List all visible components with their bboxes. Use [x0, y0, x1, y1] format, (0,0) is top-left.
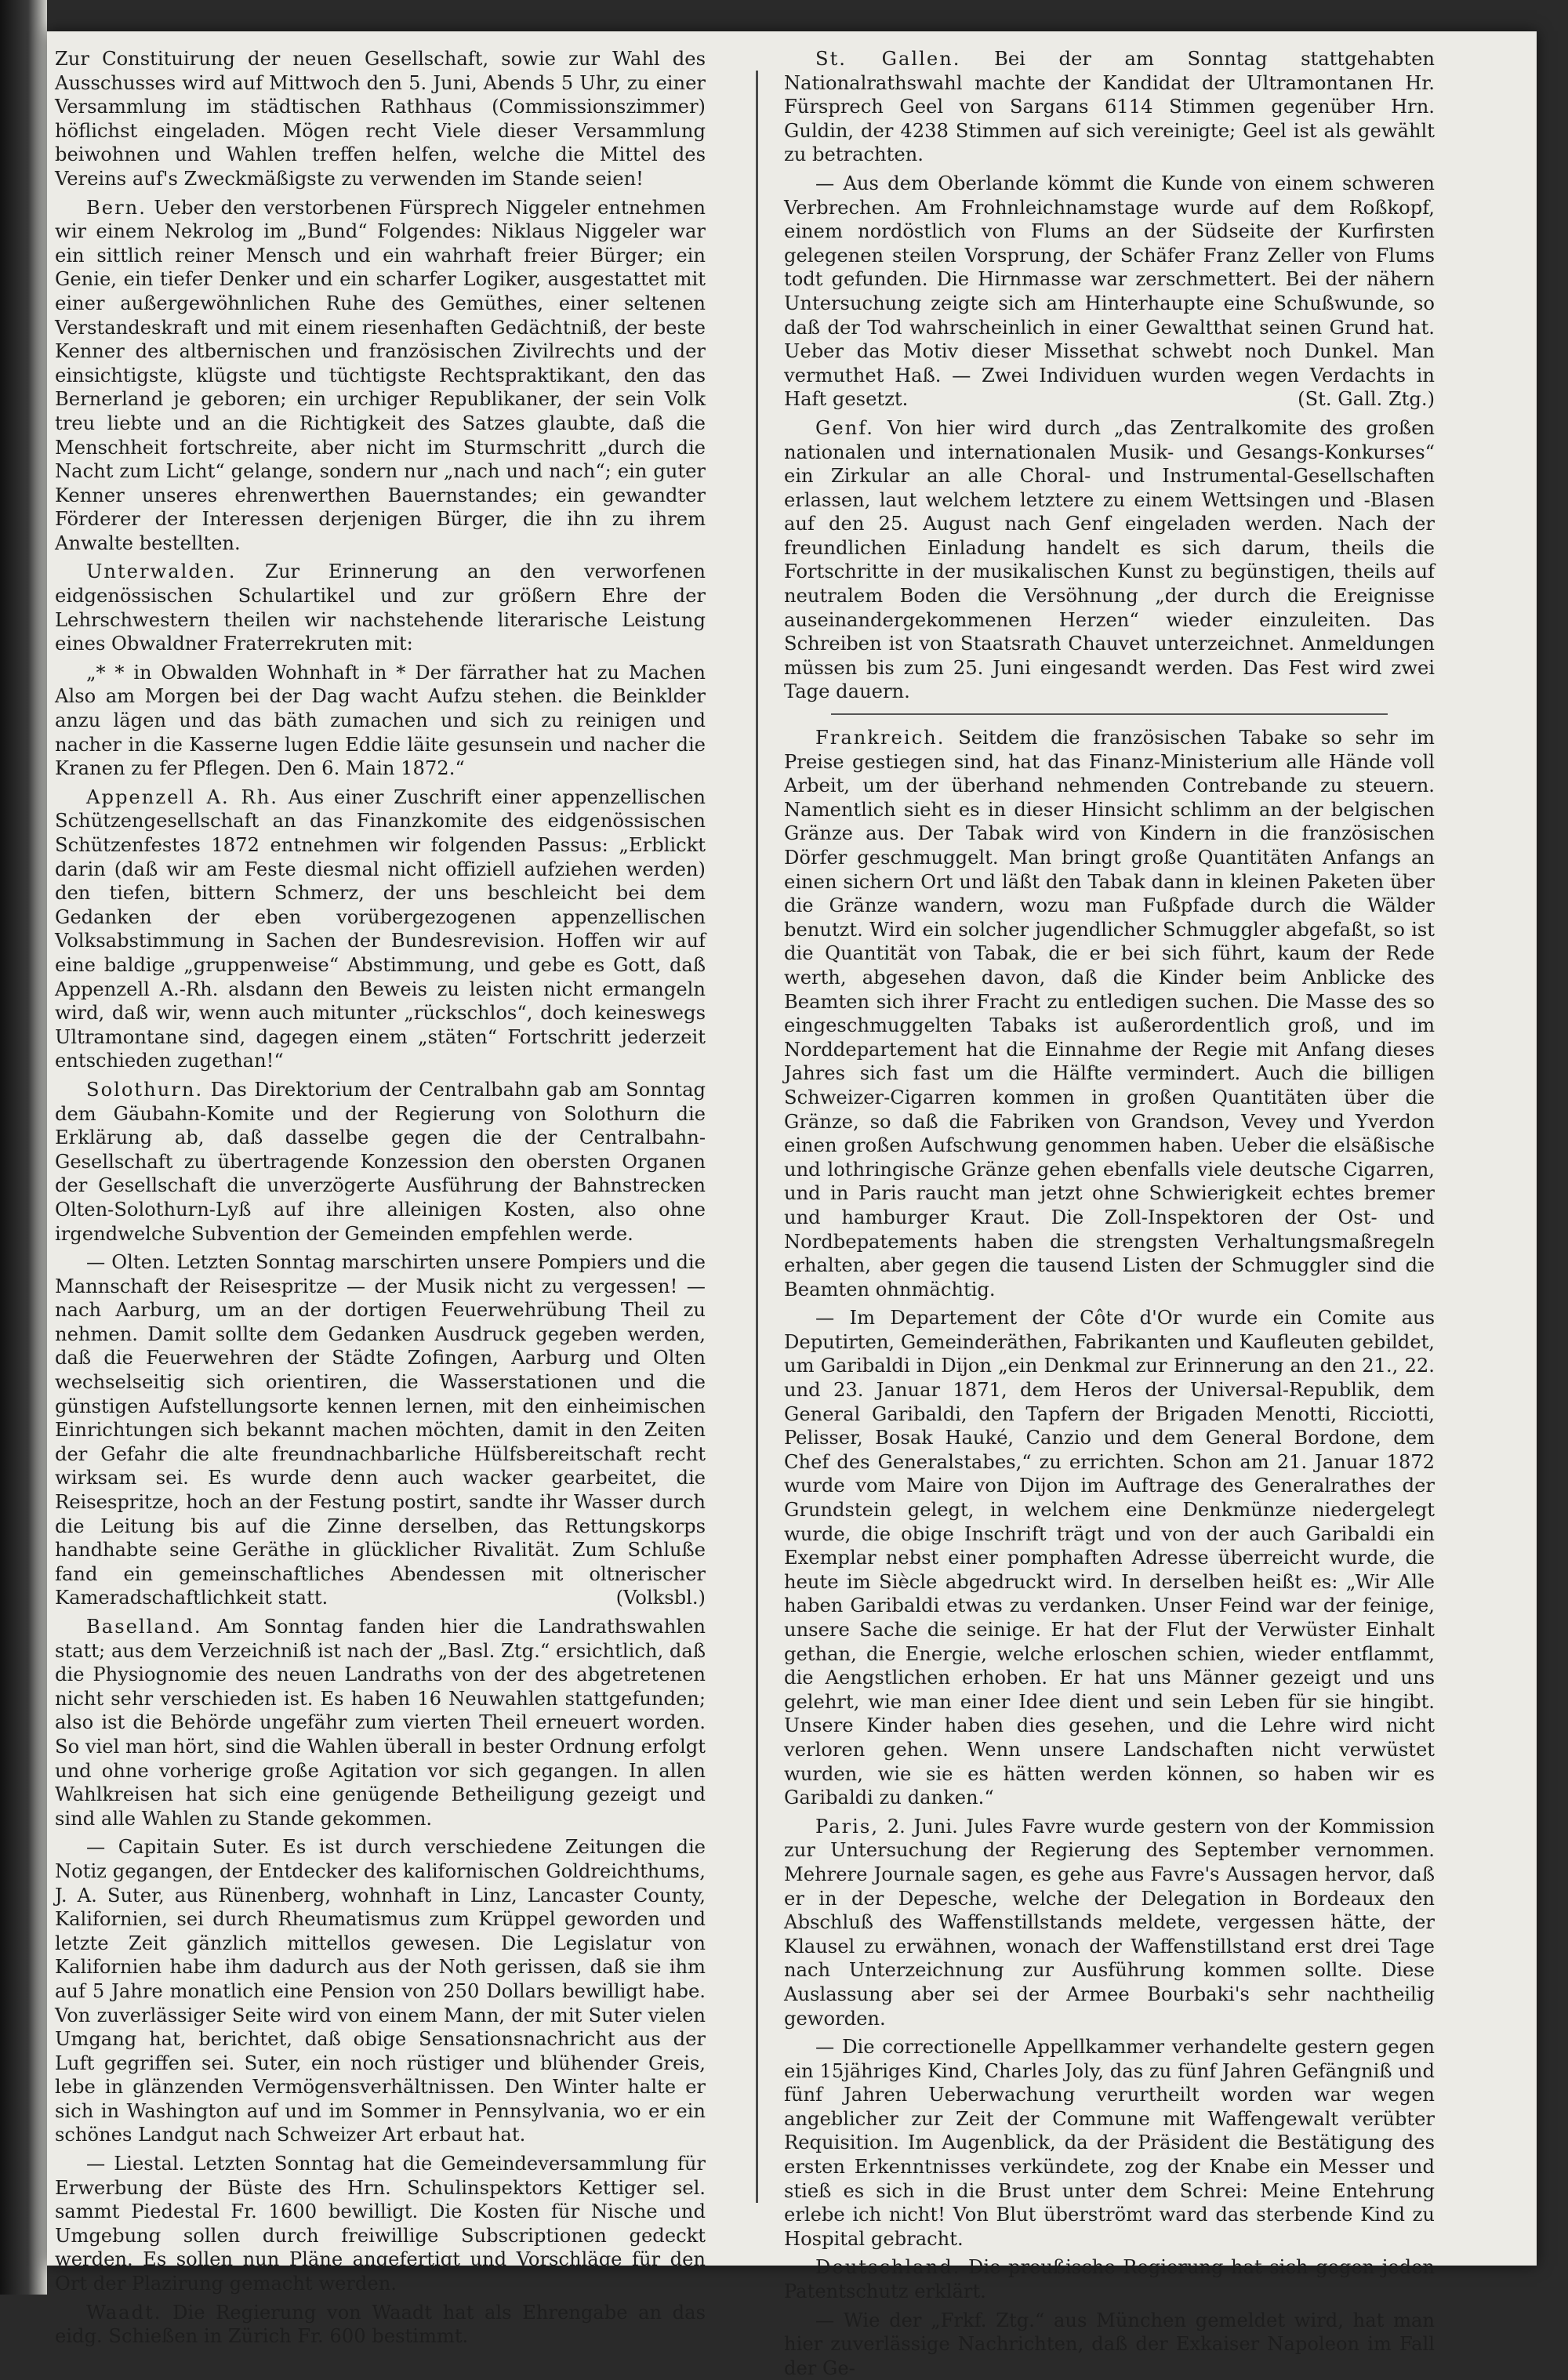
article-paragraph	[55, 1835, 706, 2147]
article-paragraph	[784, 2309, 1435, 2380]
paragraph-text: Die Regierung von Waadt hat als Ehrengabe an das eidg. Schießen in Zürich Fr. 600 bestimmt.	[55, 2301, 706, 2348]
article-paragraph	[55, 560, 706, 655]
place-heading: Frankreich.	[815, 727, 946, 749]
paragraph-text: Bei der am Sonntag stattgehabten Nationalrathswahl machte der Kandidat der Ultramontanen Hr. Fürsprech Geel von Sargans 6114 Stimmen gegenüber Hrn. Guldin, der 4238 Stimmen auf sich vereinigte; Geel ist als gewählt zu betrachten.	[784, 48, 1435, 166]
article-paragraph	[55, 196, 706, 556]
paragraph-text: — Capitain Suter. Es ist durch verschiedene Zeitungen die Notiz gegangen, der Entdecker des kalifornischen Goldreichthums, J. A. Suter, aus Rünenberg, wohnhaft in Linz, Lancaster County, Kalifornien, sei durch Rheumatismus zum Krüppel geworden und letzte Zeit gänzlich mittellos gewesen. Die Legislatur von Kalifornien habe ihm dadurch aus der Noth gerissen, daß sie ihm auf 5 Jahre monatlich eine Pension von 250 Dollars bewilligt habe. Von zuverlässiger Seite wird von einem Mann, der mit Suter vielen Umgang hat, berichtet, daß obige Sensationsnachricht aus der Luft gegriffen sei. Suter, ein noch rüstiger und blühender Greis, lebe in glänzenden Vermögensverhältnissen. Den Winter halte er sich in Washington auf und im Sommer in Pennsylvania, wo er ein schönes Landgut nach Schweizer Art erbaut hat.	[55, 1836, 706, 2146]
source-credit: (St. Gall. Ztg.)	[1298, 388, 1435, 411]
paragraph-text: — Aus dem Oberlande kömmt die Kunde von einem schweren Verbrechen. Am Frohnleichnamstage wurde auf dem Roßkopf, einem nordöstlich von Flums an der Südseite der Kurfirsten gelegenen steilen Vorsprung, der Schäfer Franz Zeller von Flums todt gefunden. Die Hirnmasse war zerschmettert. Bei der nähern Untersuchung zeigte sich am Hinterhaupte eine Schußwunde, so daß der Tod wahrscheinlich in einer Gewaltthat seinen Grund hat. Ueber das Motiv dieser Missethat schwebt noch Dunkel. Man vermuthet Haß. — Zwei Individuen wurden wegen Verdachts in Haft gesetzt.	[784, 172, 1435, 411]
paragraph-text: — Olten. Letzten Sonntag marschirten unsere Pompiers und die Mannschaft der Reisespritze — der Musik nicht zu vergessen! — nach Aarburg, um an der dortigen Feuerwehrübung Theil zu nehmen. Damit sollte dem Gedanken Ausdruck gegeben werden, daß die Feuerwehren der Städte Zofingen, Aarburg und Olten wechselseitig sich orientiren, die Wasserstationen und die günstigen Aufstellungsorte kennen lernen, mit den einheimischen Einrichtungen sich bekannt machen möchten, damit in den Zeiten der Gefahr die alte freundnachbarliche Hülfsbereitschaft recht wirksam sei. Es wurde denn auch wacker gearbeitet, die Reisespritze, hoch an der Festung postirt, sandte ihr Wasser durch die Leitung bis auf die Zinne derselben, das Rettungskorps handhabte seine Geräthe in glücklicher Rivalität. Zum Schluße fand ein gemeinschaftliches Abendessen mit oltnerischer Kameradschaftlichkeit statt.	[55, 1251, 706, 1609]
paragraph-text: Am Sonntag fanden hier die Landrathswahlen statt; aus dem Verzeichniß ist nach der „Basl. Ztg.“ ersichtlich, daß die Physiognomie des neuen Landraths von der des abgetretenen nicht sehr verschieden ist. Es haben 16 Neuwahlen stattgefunden; also ist die Behörde ungefähr zum vierten Theil erneuert worden. So viel man hört, sind die Wahlen überall in bester Ordnung erfolgt und ohne vorherige große Agitation vor sich gegangen. In allen Wahlkreisen hat sich eine genügende Betheiligung gezeigt und sind alle Wahlen zu Stande gekommen.	[55, 1616, 706, 1830]
paragraph-text: Ueber den verstorbenen Fürsprech Niggeler entnehmen wir einem Nekrolog im „Bund“ Folgendes: Niklaus Niggeler war ein sittlich reiner Mensch und ein wahrhaft freier Bürger; ein Genie, ein tiefer Denker und ein scharfer Logiker, ausgestattet mit einer außergewöhnlichen Ruhe des Gemüthes, einer seltenen Verstandeskraft und mit einem riesenhaften Gedächtniß, der beste Kenner des altbernischen und französischen Zivilrechts und der einsichtigste, klügste und tüchtigste Rechtspraktikant, den das Bernerland je geboren; ein urchiger Republikaner, der sein Volk treu liebte und an die Richtigkeit des Satzes glaubte, daß die Menschheit fortschreite, aber nicht im Sturmschritt „durch die Nacht zum Licht“ gelange, sondern nur „nach und nach“; ein guter Kenner unseres ehrenwerthen Bauernstandes; ein gewandter Förderer der Interessen derjenigen Bürger, die ihn zu ihrem Anwalte bestellten.	[55, 196, 706, 554]
paragraph-text: Von hier wird durch „das Zentralkomite des großen nationalen und internationalen Musik- und Gesangs-Konkurses“ ein Zirkular an alle Choral- und Instrumental-Gesellschaften erlassen, laut welchem letztere zu einem Wettsingen und -Blasen auf den 25. August nach Genf eingeladen werden. Nach der freundlichen Einladung handelt es sich darum, theils die Fortschritte in der musikalischen Kunst zu begünstigen, theils auf neutralem Boden die Versöhnung „der durch die Ereignisse auseinandergekommenen Herzen“ wieder einzuleiten. Das Schreiben ist von Staatsrath Chauvet unterzeichnet. Anmeldungen müssen bis zum 25. Juni eingesandt werden. Das Fest wird zwei Tage dauern.	[784, 416, 1435, 703]
article-paragraph	[784, 172, 1435, 412]
paragraph-text: — Wie der „Frkf. Ztg.“ aus München gemeldet wird, hat man hier zuverlässige Nachrichten, daß der Exkaiser Napoleon im Fall der Ge-	[784, 2309, 1435, 2379]
paragraph-text: Das Direktorium der Centralbahn gab am Sonntag dem Gäubahn-Komite und der Regierung von Solothurn die Erklärung ab, daß dasselbe gegen die der Centralbahn-Gesellschaft zu übertragende Konzession den obersten Organen der Gesellschaft die unverzögerte Ausführung der Bahnstrecken Olten-Solothurn-Lyß auf ihre alleinigen Kosten, also ohne irgendwelche Subvention der Gemeinden empfehlen werde.	[55, 1078, 706, 1245]
section-rule	[831, 713, 1388, 715]
place-heading: Unterwalden.	[86, 561, 237, 583]
place-heading: Solothurn.	[86, 1078, 204, 1101]
paragraph-text: Zur Constituirung der neuen Gesellschaft, sowie zur Wahl des Ausschusses wird auf Mittwoch den 5. Juni, Abends 5 Uhr, zu einer Versammlung im städtischen Rathhaus (Commissionszimmer) höflichst eingeladen. Mögen recht Viele dieser Versammlung beiwohnen und Wahlen treffen helfen, welche die Mittel des Vereins auf's Zweckmäßigste zu verwenden im Stande seien!	[55, 48, 706, 190]
right-column	[784, 47, 1435, 2379]
article-paragraph	[55, 2152, 706, 2296]
left-column	[55, 47, 706, 2348]
place-heading: Bern.	[86, 196, 147, 219]
article-paragraph	[55, 1078, 706, 1246]
source-credit: (Volksbl.)	[615, 1587, 706, 1609]
article-paragraph	[784, 1306, 1435, 1809]
paragraph-text: — Die correctionelle Appellkammer verhandelte gestern gegen ein 15jähriges Kind, Charles Joly, das zu fünf Jahren Gefängniß und fünf Jahren Ueberwachung verurtheilt worden war wegen angeblicher zur Zeit der Commune mit Waffengewalt verübter Requisition. Im Augenblick, da der Präsident die Bestätigung des ersten Erkenntnisses verkündete, zog der Knabe ein Messer und stieß es sich in die Brust unter dem Schrei: Meine Entehrung erlebe ich nicht! Von Blut überströmt ward das sterbende Kind zu Hospital gebracht.	[784, 2036, 1435, 2250]
article-paragraph	[784, 416, 1435, 704]
paragraph-text: — Im Departement der Côte d'Or wurde ein Comite aus Deputirten, Gemeinderäthen, Fabrikanten und Kaufleuten gebildet, um Garibaldi in Dijon „ein Denkmal zur Erinnerung an den 21., 22. und 23. Januar 1871, dem Heros der Universal-Republik, dem General Garibaldi, den Tapfern der Brigaden Menotti, Ricciotti, Pelisser, Bosak Hauké, Canzio und dem General Bordone, dem Chef des Generalstabes,“ zu errichten. Schon am 21. Januar 1872 wurde vom Maire von Dijon im Auftrage des Generalrathes der Grundstein gelegt, in welchem eine Denkmünze niedergelegt wurde, die obige Inschrift trägt und von der auch Garibaldi ein Exemplar nebst einer pomphaften Adresse überreicht wurde, die heute im Siècle abgedruckt wird. In derselben heißt es: „Wir Alle haben Garibaldi etwas zu verdanken. Unser Feind war der feinige, unsere Sache die seinige. Er hat der Flut der Verwüster Einhalt gethan, die Energie, welche erloschen schien, wieder entflammt, die Aengstlichen erhoben. Er hat uns Männer gezeigt und uns gelehrt, wie man einer Idee dient und sein Leben für sie hingibt. Unsere Kinder haben dies gesehen, und die Lehre wird nicht verloren gehen. Wenn unsere Landschaften nicht verwüstet wurden, wie sie es hätten werden können, so haben wir es Garibaldi zu danken.“	[784, 1307, 1435, 1809]
article-paragraph	[784, 2035, 1435, 2251]
place-heading: Genf.	[815, 416, 874, 439]
paragraph-text: Seitdem die französischen Tabake so sehr im Preise gestiegen sind, hat das Finanz-Ministerium alle Hände voll Arbeit, um der überhand nehmenden Contrebande zu steuern. Namentlich sieht es in dieser Hinsicht schlimm an der belgischen Gränze aus. Der Tabak wird von Kindern in die französischen Dörfer geschmuggelt. Man bringt große Quantitäten Anfangs an einen sichern Ort und läßt den Tabak dann in kleinen Paketen über die Gränze wandern, wozu man Fußpfade durch die Wälder benutzt. Wird ein solcher jugendlicher Schmuggler abgefaßt, so ist die Quantität von Tabak, die er bei sich führt, kaum der Rede werth, abgesehen davon, daß die Kinder beim Anblicke des Beamten sich ihrer Fracht zu entledigen suchen. Die Masse des so eingeschmuggelten Tabaks ist außerordentlich groß, und im Norddepartement hat die Einnahme der Regie mit Anfang dieses Jahres sich fast um die Hälfte vermindert. Auch die billigen Schweizer-Cigarren kommen in großen Quantitäten über die Gränze, so daß die Fabriken von Grandson, Vevey und Yverdon einen großen Aufschwung genommen haben. Ueber die elsäßische und lothringische Gränze gehen ebenfalls viele deutsche Cigarren, und in Paris raucht man jetzt ohne Schwierigkeit echtes bremer und hamburger Kraut. Die Zoll-Inspektoren der Ost- und Nordbepatements haben die strengsten Verhaltungsmaßregeln erhalten, aber gegen die tausend Listen der Schmuggler sind die Beamten ohnmächtig.	[784, 727, 1435, 1301]
place-heading: Paris,	[815, 1815, 880, 1838]
article-paragraph	[55, 47, 706, 191]
article-paragraph	[55, 1615, 706, 1830]
article-paragraph	[55, 785, 706, 1073]
article-paragraph	[55, 661, 706, 781]
paragraph-text: Zur Erinnerung an den verworfenen eidgenössischen Schulartikel und zur größern Ehre der Lehrschwestern theilen wir nachstehende literarische Leistung eines Obwaldner Fraterrekruten mit:	[55, 561, 706, 655]
paragraph-text: Die preußische Regierung hat sich gegen jeden Patentschutz erklärt.	[784, 2256, 1435, 2303]
article-paragraph	[784, 726, 1435, 1301]
paragraph-text: 2. Juni. Jules Favre wurde gestern von der Kommission zur Untersuchung der Regierung des September vernommen. Mehrere Journale sagen, es gehe aus Favre's Aussagen hervor, daß er in der Depesche, welche der Delegation in Bordeaux den Abschluß des Waffenstillstands meldete, vergessen hätte, der Klausel zu erwähnen, wonach der Waffenstillstand erst drei Tage nach Unterzeichnung zur Ausführung kommen sollte. Diese Auslassung aber sei der Armee Bourbaki's sehr nachtheilig geworden.	[784, 1815, 1435, 2030]
article-paragraph	[784, 1815, 1435, 2030]
binding-edge	[0, 0, 47, 2295]
place-heading: Waadt.	[86, 2301, 162, 2324]
article-paragraph	[784, 2255, 1435, 2303]
column-divider	[756, 71, 758, 2203]
paragraph-text: „* * in Obwalden Wohnhaft in * Der färrather hat zu Machen Also am Morgen bei der Dag wacht Aufzu stehen. die Beinklder anzu lägen und das bäth zumachen und sich zu reinigen und nacher in die Kasserne lugen Eddie läite gesunsein und nacher die Kranen zu fer Pflegen. Den 6. Main 1872.“	[55, 661, 706, 780]
place-heading: Appenzell A. Rh.	[86, 785, 278, 808]
article-paragraph	[55, 2301, 706, 2349]
paragraph-text: Aus einer Zuschrift einer appenzellischen Schützengesellschaft an das Finanzkomite des eidgenössischen Schützenfestes 1872 entnehmen wir folgenden Passus: „Erblickt darin (daß wir am Feste diesmal nicht offiziell aufziehen werden) den tiefen, bittern Schmerz, der uns beschleicht bei dem Gedanken der eben vorübergezogenen appenzellischen Volksabstimmung in Sachen der Bundesrevision. Hoffen wir auf eine baldige „gruppenweise“ Abstimmung, und gebe es Gott, daß Appenzell A.-Rh. alsdann den Beweis zu leisten nicht ermangeln wird, daß wir, wenn auch mitunter „rückschlos“, doch keineswegs Ultramontane sind, dagegen einem „stäten“ Fortschritt jederzeit entschieden zugethan!“	[55, 785, 706, 1072]
place-heading: St. Gallen.	[815, 48, 961, 70]
paragraph-text: — Liestal. Letzten Sonntag hat die Gemeindeversammlung für Erwerbung der Büste des Hrn. Schulinspektors Kettiger sel. sammt Piedestal Fr. 1600 bewilligt. Die Kosten für Nische und Umgebung sollen durch freiwillige Subscriptionen gedeckt werden. Es sollen nun Pläne angefertigt und Vorschläge für den Ort der Plazirung gemacht werden.	[55, 2153, 706, 2295]
article-paragraph	[784, 47, 1435, 167]
article-paragraph	[55, 1250, 706, 1610]
place-heading: Baselland.	[86, 1616, 202, 1638]
place-heading: Deutschland.	[815, 2256, 961, 2279]
